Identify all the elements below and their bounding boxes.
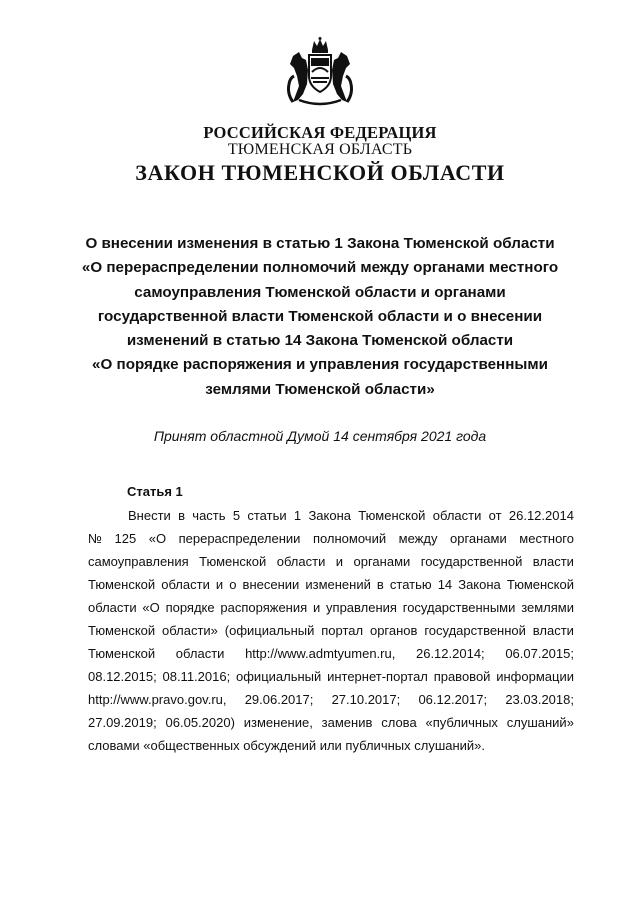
article-heading: Статья 1 bbox=[127, 484, 183, 499]
law-title-line: «О перераспределении полномочий между органами местного bbox=[81, 259, 559, 277]
article-word: области bbox=[175, 646, 225, 661]
article-line bbox=[88, 619, 574, 642]
article-word: (официальный bbox=[224, 623, 315, 638]
article-line bbox=[88, 527, 574, 550]
law-title-line: самоуправления Тюменской области и органами bbox=[134, 283, 506, 301]
law-title-line: О внесении изменения в статью 1 Закона Тюменской области bbox=[85, 235, 555, 252]
law-title-line: землями Тюменской области» bbox=[205, 380, 435, 398]
article-word: часть bbox=[192, 508, 226, 523]
article-word: http://www.admtyumen.ru, bbox=[245, 646, 396, 661]
article-body bbox=[88, 504, 574, 757]
article-word: «публичных bbox=[425, 715, 498, 730]
article-word: 27.10.2017; bbox=[331, 692, 401, 707]
article-word: местного bbox=[519, 531, 574, 546]
article-word: 27.09.2019; bbox=[88, 715, 157, 730]
article-word: 23.03.2018; bbox=[505, 692, 574, 707]
document-type-title: ЗАКОН ТЮМЕНСКОЙ ОБЛАСТИ bbox=[135, 160, 505, 185]
article-word: распоряжения bbox=[220, 600, 308, 615]
article-word: и bbox=[312, 600, 321, 615]
article-line bbox=[88, 596, 574, 619]
article-word: заменив bbox=[321, 715, 373, 730]
article-word: перераспределении bbox=[178, 531, 301, 546]
article-word: Тюменской bbox=[88, 577, 156, 592]
article-word: 08.11.2016; bbox=[162, 669, 231, 684]
law-title-line: изменений в статью 14 Закона Тюменской области bbox=[126, 332, 514, 350]
article-word: и bbox=[215, 577, 224, 592]
article-word: интернет-портал bbox=[327, 669, 428, 684]
article-word: области» bbox=[162, 623, 218, 638]
article-word: области bbox=[161, 577, 210, 592]
article-word: http://www.pravo.gov.ru, bbox=[88, 692, 227, 707]
article-word: изменений bbox=[305, 577, 371, 592]
article-word: 125 bbox=[114, 531, 137, 546]
article-word: 14 bbox=[437, 577, 453, 592]
article-word: о bbox=[229, 577, 237, 592]
article-word: области bbox=[88, 600, 137, 615]
article-word: управления bbox=[326, 600, 397, 615]
article-word: государственной bbox=[420, 554, 523, 569]
article-word: портал bbox=[321, 623, 364, 638]
article-word: Закона bbox=[458, 577, 501, 592]
article-word: слушаний» bbox=[506, 715, 574, 730]
article-line-last: словами «общественных обсуждений или публичных слушаний». bbox=[88, 738, 486, 753]
article-word: 06.12.2017; bbox=[418, 692, 488, 707]
article-word: области bbox=[432, 508, 482, 523]
article-word: власти bbox=[532, 623, 574, 638]
article-word: между bbox=[398, 531, 438, 546]
article-line bbox=[88, 665, 574, 688]
article-word: правовой bbox=[433, 669, 491, 684]
article-line bbox=[88, 550, 574, 573]
article-word: в bbox=[178, 508, 185, 523]
article-word: Тюменской bbox=[88, 646, 156, 661]
article-word: Тюменской bbox=[358, 508, 426, 523]
article-word: землями bbox=[521, 600, 574, 615]
law-title-line: государственной власти Тюменской области и о внесении bbox=[97, 307, 543, 325]
article-line bbox=[88, 711, 574, 734]
article-word: 26.12.2014 bbox=[508, 508, 574, 523]
article-word: официальный bbox=[236, 669, 322, 684]
article-line bbox=[88, 688, 574, 711]
law-title bbox=[60, 232, 580, 402]
article-word: статью bbox=[389, 577, 432, 592]
header-region: ТЮМЕНСКАЯ ОБЛАСТЬ bbox=[227, 141, 413, 158]
article-word: Внести bbox=[128, 508, 171, 523]
article-word: Тюменской bbox=[199, 554, 267, 569]
article-word: Тюменской bbox=[88, 623, 156, 638]
article-word: государственными bbox=[402, 600, 516, 615]
adoption-date: Принят областной Думой 14 сентября 2021 года bbox=[153, 428, 487, 444]
article-word: органами bbox=[449, 531, 507, 546]
tyumen-coat-of-arms-icon bbox=[285, 36, 355, 108]
article-word: Закона bbox=[308, 508, 351, 523]
article-word: 1 bbox=[293, 508, 302, 523]
article-word: от bbox=[488, 508, 502, 523]
header-country: РОССИЙСКАЯ ФЕДЕРАЦИЯ bbox=[203, 123, 437, 142]
article-word: Тюменской bbox=[506, 577, 574, 592]
article-word: 5 bbox=[232, 508, 241, 523]
article-line bbox=[88, 504, 574, 527]
law-title-line: «О порядке распоряжения и управления государственными bbox=[92, 356, 548, 374]
article-word: внесении bbox=[242, 577, 300, 592]
article-word: 08.12.2015; bbox=[88, 669, 157, 684]
article-word: 29.06.2017; bbox=[244, 692, 314, 707]
article-word: № bbox=[88, 531, 102, 546]
article-word: самоуправления bbox=[88, 554, 189, 569]
article-word: и bbox=[335, 554, 344, 569]
article-word: области bbox=[276, 554, 326, 569]
article-word: статьи bbox=[247, 508, 287, 523]
article-word: 06.07.2015; bbox=[505, 646, 574, 661]
article-word: 06.05.2020) bbox=[165, 715, 235, 730]
article-word: информации bbox=[496, 669, 574, 684]
article-word: порядке bbox=[165, 600, 215, 615]
article-word: в bbox=[376, 577, 384, 592]
article-word: власти bbox=[532, 554, 574, 569]
article-word: слова bbox=[381, 715, 417, 730]
article-word: 26.12.2014; bbox=[415, 646, 485, 661]
article-word: государственной bbox=[424, 623, 526, 638]
article-word: «О bbox=[142, 600, 160, 615]
article-word: изменение, bbox=[243, 715, 313, 730]
article-word: «О bbox=[148, 531, 167, 546]
article-line bbox=[88, 642, 574, 665]
article-word: органами bbox=[353, 554, 411, 569]
article-word: полномочий bbox=[312, 531, 387, 546]
article-word: органов bbox=[369, 623, 418, 638]
article-line bbox=[88, 573, 574, 596]
